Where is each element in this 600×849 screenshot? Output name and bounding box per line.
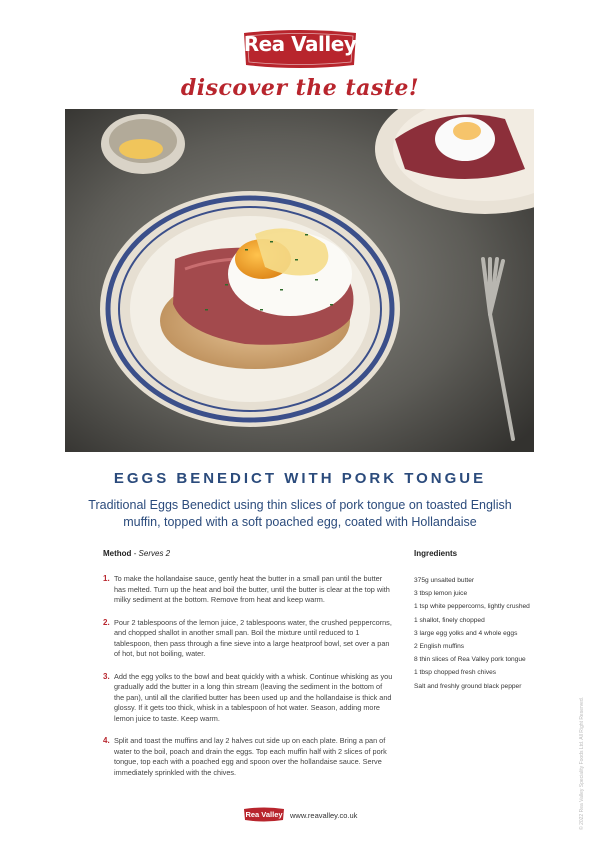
method-step bbox=[103, 574, 393, 606]
logo-text: Rea Valley bbox=[243, 32, 357, 56]
step-number: 1. bbox=[103, 574, 110, 583]
ingredient-item: 8 thin slices of Rea Valley pork tongue bbox=[414, 656, 526, 664]
ingredient-item: 375g unsalted butter bbox=[414, 577, 475, 584]
recipe-subtitle: Traditional Eggs Benedict using thin slices of pork tongue on toasted English muffin, topped with a soft poached egg, coated with Hollandaise bbox=[88, 498, 512, 529]
method-label: Method bbox=[103, 549, 132, 558]
step-text: Pour 2 tablespoons of the lemon juice, 2 tablespoons water, the crushed peppercorns, and chopped shallot in another small pan. Boil the mixture until reduced to 1 tablespoon, then pass through a fine sieve into a large heatproof bowl, set over a pan of hot, but not boiling, water. bbox=[114, 617, 392, 658]
ingredient-item: 2 English muffins bbox=[414, 643, 465, 651]
copyright-notice: © 2022 Rea Valley Speciality Foods Ltd. All Right Reserved. bbox=[579, 696, 585, 830]
method-heading bbox=[103, 549, 170, 558]
step-number: 4. bbox=[103, 736, 110, 745]
step-text: Split and toast the muffins and lay 2 halves cut side up on each plate. Bring a pan of water to the boil, poach and drain the eggs. Top each muffin half with 2 slices of pork tongue, top each with a poached egg and spoon over the hollandaise sauce. Serve immediately sprinkled with the chives. bbox=[114, 736, 387, 777]
ingredients-heading: Ingredients bbox=[414, 549, 458, 558]
tagline: discover the taste! bbox=[180, 75, 420, 101]
recipe-title: EGGS BENEDICT WITH PORK TONGUE bbox=[113, 470, 487, 487]
serves-label: - Serves 2 bbox=[131, 549, 171, 558]
ingredient-item: 3 tbsp lemon juice bbox=[414, 590, 468, 598]
method-step bbox=[103, 736, 393, 778]
ingredient-item: 3 large egg yolks and 4 whole eggs bbox=[414, 629, 518, 637]
ingredient-item: 1 tbsp chopped fresh chives bbox=[414, 669, 497, 677]
step-text: To make the hollandaise sauce, gently heat the butter in a small pan until the butter has melted. Turn up the heat and boil the butter, until the butter is clear at the top with milky sediment at the bottom. Remove from heat and keep warm. bbox=[114, 574, 390, 604]
eggs-benedict-photo bbox=[65, 109, 534, 452]
footer-logo-text: Rea Valley bbox=[245, 810, 283, 819]
method-step bbox=[103, 618, 393, 660]
ingredient-item: 1 shallot, finely chopped bbox=[414, 616, 485, 624]
step-number: 2. bbox=[103, 617, 110, 627]
ingredient-item: Salt and freshly ground black pepper bbox=[414, 682, 522, 690]
method-steps bbox=[103, 574, 393, 790]
step-text: Add the egg yolks to the bowl and beat quickly with a whisk. Continue whisking as you gradually add the butter in a long thin stream (leaving the sediment in the bottom of the pan), until all the clarified butter has been used up and the hollandaise is thick and glossy. If it gets too thick, whisk in a tablespoon of hot water. Season, adding more lemon juice to taste. Keep warm. bbox=[114, 671, 393, 723]
ingredients-list bbox=[414, 574, 530, 693]
step-number: 3. bbox=[103, 671, 110, 681]
ingredient-item: 1 tsp white peppercorns, lightly crushed bbox=[414, 603, 530, 611]
method-step bbox=[103, 672, 393, 725]
website-link[interactable]: www.reavalley.co.uk bbox=[290, 811, 358, 820]
